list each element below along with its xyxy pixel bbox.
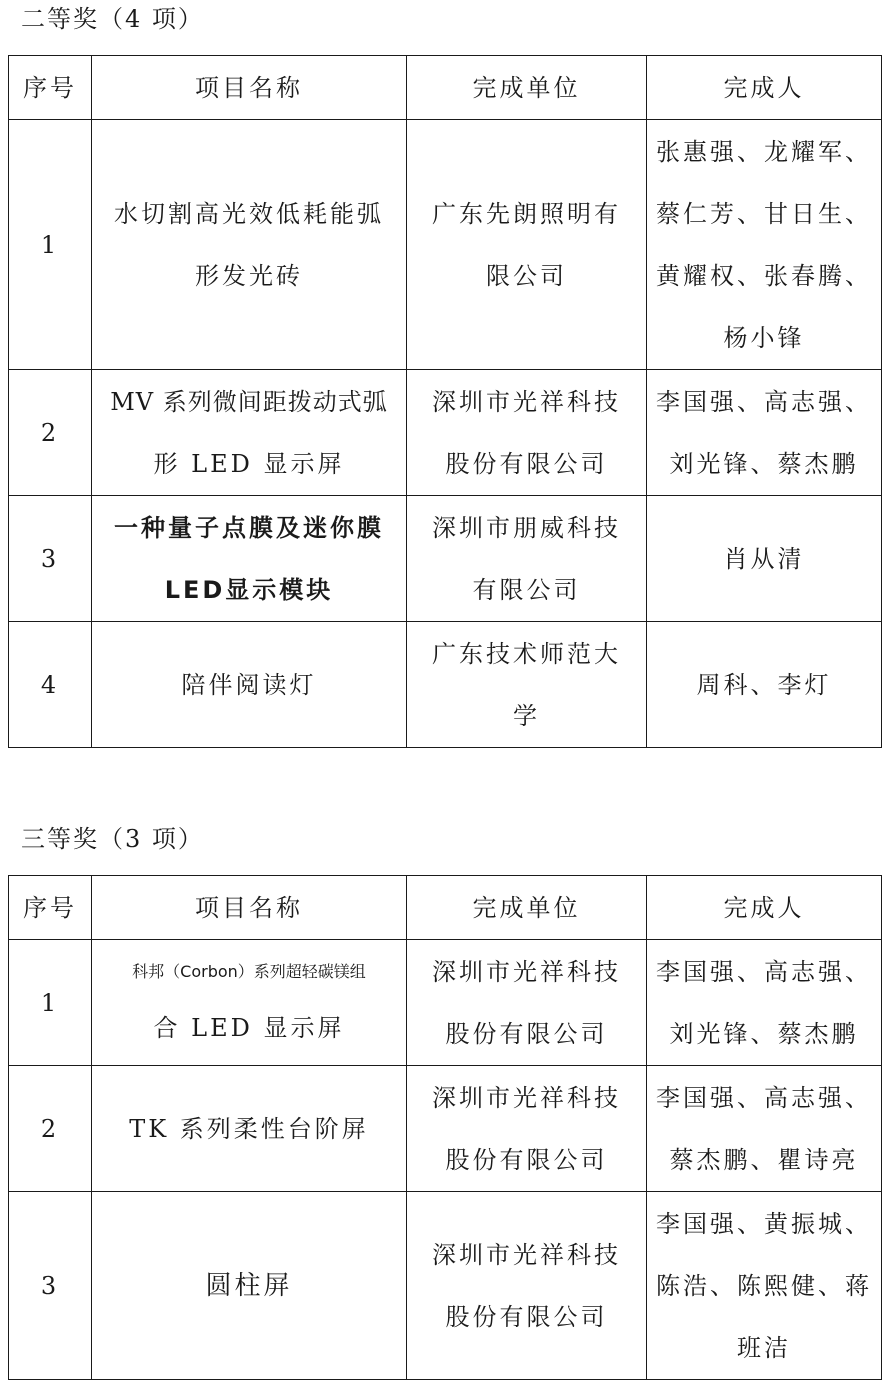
- row-unit: 广东技术师范大 学: [407, 622, 647, 748]
- third-prize-title: 三等奖（3 项）: [21, 825, 204, 853]
- table-header-row: [9, 876, 882, 940]
- table-row: [9, 370, 882, 496]
- row-no: 2: [9, 1066, 92, 1192]
- table-header-row: [9, 56, 882, 120]
- row-people: 李国强、高志强、 蔡杰鹏、瞿诗亮: [647, 1066, 882, 1192]
- table-row: [9, 120, 882, 370]
- row-unit: 深圳市光祥科技 股份有限公司: [407, 1066, 647, 1192]
- header-project-name: 项目名称: [92, 56, 407, 120]
- row-no: 4: [9, 622, 92, 748]
- row-people: 张惠强、龙耀军、 蔡仁芳、甘日生、 黄耀权、张春腾、 杨小锋: [647, 120, 882, 370]
- row-project-name: 圆柱屏: [92, 1192, 407, 1380]
- row-people: 李国强、黄振城、 陈浩、陈熙健、蒋 班洁: [647, 1192, 882, 1380]
- table-row: [9, 940, 882, 1066]
- header-people: 完成人: [647, 876, 882, 940]
- header-unit: 完成单位: [407, 56, 647, 120]
- row-unit: 广东先朗照明有 限公司: [407, 120, 647, 370]
- row-project-name: TK 系列柔性台阶屏: [92, 1066, 407, 1192]
- header-project-name: 项目名称: [92, 876, 407, 940]
- row-no: 1: [9, 940, 92, 1066]
- row-project-name: 科邦（Corbon）系列超轻碳镁组 合 LED 显示屏: [92, 940, 407, 1066]
- row-no: 3: [9, 496, 92, 622]
- row-unit: 深圳市光祥科技 股份有限公司: [407, 940, 647, 1066]
- row-project-name: 水切割高光效低耗能弧 形发光砖: [92, 120, 407, 370]
- table-row: [9, 496, 882, 622]
- row-no: 3: [9, 1192, 92, 1380]
- row-people: 周科、李灯: [647, 622, 882, 748]
- row-project-name: 一种量子点膜及迷你膜 LED显示模块: [92, 496, 407, 622]
- header-no: 序号: [9, 876, 92, 940]
- row-no: 1: [9, 120, 92, 370]
- row-unit: 深圳市朋威科技 有限公司: [407, 496, 647, 622]
- header-no: 序号: [9, 56, 92, 120]
- third-prize-table: [8, 875, 882, 1380]
- header-unit: 完成单位: [407, 876, 647, 940]
- second-prize-table: [8, 55, 882, 748]
- table-row: [9, 1192, 882, 1380]
- row-people: 李国强、高志强、 刘光锋、蔡杰鹏: [647, 370, 882, 496]
- row-people: 肖从清: [647, 496, 882, 622]
- table-row: [9, 1066, 882, 1192]
- row-unit: 深圳市光祥科技 股份有限公司: [407, 1192, 647, 1380]
- row-people: 李国强、高志强、 刘光锋、蔡杰鹏: [647, 940, 882, 1066]
- table-row: [9, 622, 882, 748]
- row-no: 2: [9, 370, 92, 496]
- row-unit: 深圳市光祥科技 股份有限公司: [407, 370, 647, 496]
- header-people: 完成人: [647, 56, 882, 120]
- row-project-name: MV 系列微间距拨动式弧 形 LED 显示屏: [92, 370, 407, 496]
- second-prize-title: 二等奖（4 项）: [21, 5, 204, 33]
- row-project-name: 陪伴阅读灯: [92, 622, 407, 748]
